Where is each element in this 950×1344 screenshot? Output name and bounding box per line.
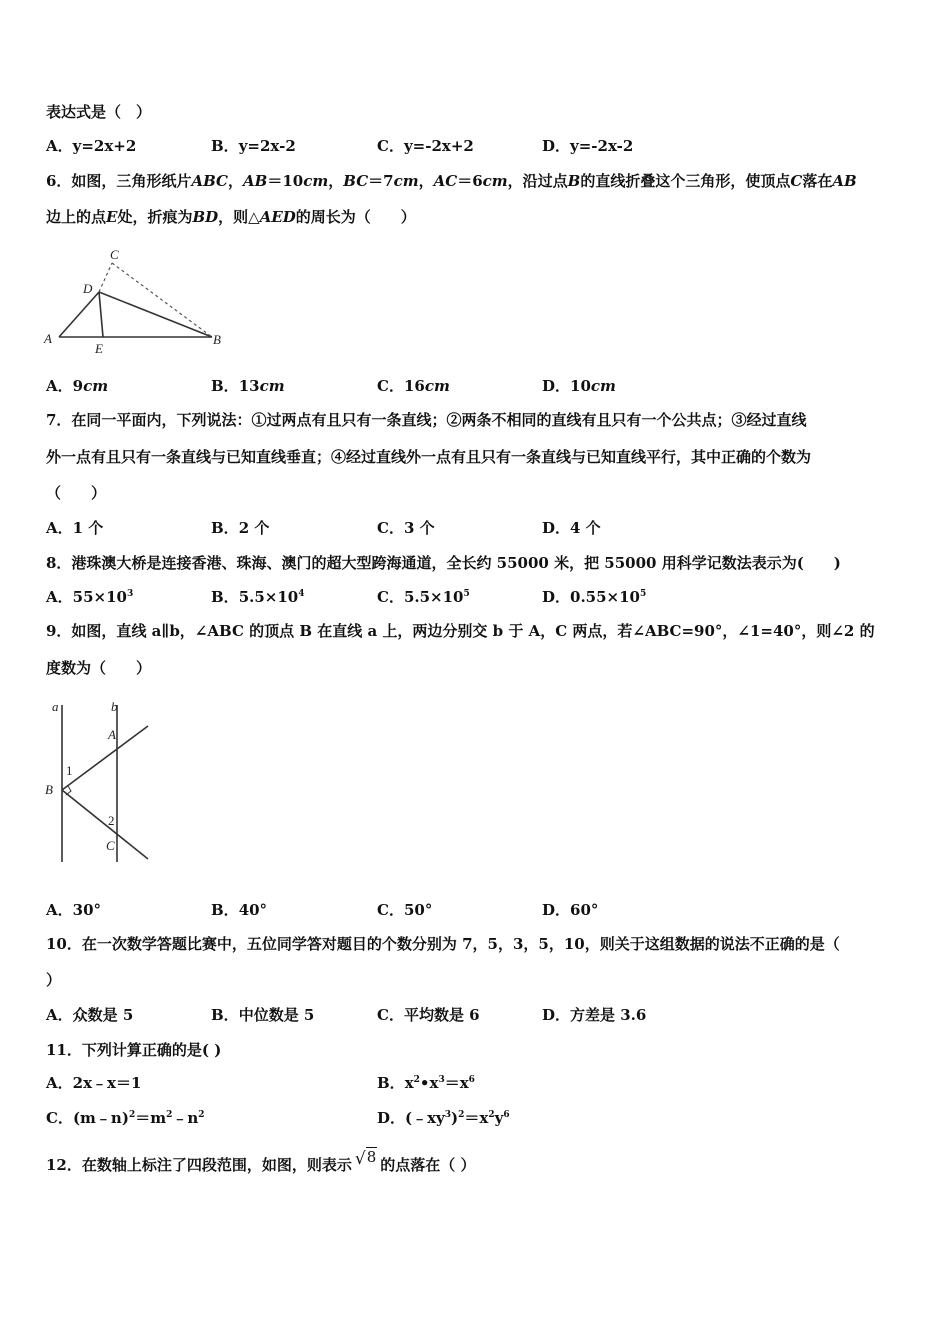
- q6-option-c[interactable]: C．16cm: [377, 377, 450, 395]
- q6-segment-de: [99, 292, 103, 337]
- q11-option-c[interactable]: C．$(m﹣n)^2=m^2﹣n^2$: [46, 1109, 205, 1127]
- q10-stem-line2: ）: [46, 971, 62, 989]
- q6-dashed-cb: [112, 263, 212, 337]
- q6-label-d: D: [83, 281, 93, 296]
- q6-segment-db: [99, 292, 212, 337]
- q9-ray-ba: [62, 726, 148, 790]
- q8-option-d[interactable]: D．$0.55\times 10^5$: [542, 588, 647, 606]
- q9-option-c[interactable]: C．50°: [377, 901, 433, 919]
- q10-option-d[interactable]: D．方差是 3.6: [542, 1006, 647, 1024]
- q8-stem: 8．港珠澳大桥是连接香港、珠海、澳门的超大型跨海通道，全长约 55000 米，把 55000 用科学记数法表示为( ): [46, 554, 841, 572]
- q9-ray-bc: [62, 790, 148, 859]
- q9-option-b[interactable]: B．40°: [211, 901, 268, 919]
- q7-option-a[interactable]: A．1 个: [46, 519, 104, 537]
- q6-label-a: A: [44, 331, 52, 346]
- q6-dashed-dc: [99, 263, 112, 292]
- q8-option-b[interactable]: B．$5.5\times 10^4$: [211, 588, 305, 606]
- q7-option-d[interactable]: D．4 个: [542, 519, 601, 537]
- q9-label-point-c: C: [106, 838, 115, 853]
- q9-stem-line2: 度数为（ ）: [46, 659, 152, 677]
- q9-label-point-a: A: [108, 727, 116, 742]
- q7-option-b[interactable]: B．2 个: [211, 519, 270, 537]
- q6-label-b: B: [213, 332, 221, 347]
- q11-stem: 11．下列计算正确的是( ): [46, 1041, 222, 1059]
- q9-label-angle-1: 1: [66, 763, 73, 778]
- q8-option-a[interactable]: A．$55\times 10^3$: [46, 588, 134, 606]
- q11-option-a[interactable]: A．2x﹣x＝1: [46, 1074, 142, 1092]
- q9-option-d[interactable]: D．60°: [542, 901, 599, 919]
- q5-option-d[interactable]: D．y=-2x-2: [542, 137, 634, 155]
- q10-option-a[interactable]: A．众数是 5: [46, 1006, 134, 1024]
- q6-option-b[interactable]: B．13cm: [211, 377, 285, 395]
- radical-sign-icon: √: [354, 1149, 366, 1169]
- q9-label-point-b: B: [45, 782, 53, 797]
- q7-option-c[interactable]: C．3 个: [377, 519, 435, 537]
- q9-label-b-line: b: [111, 699, 118, 714]
- q9-stem-line1: 9．如图，直线 a∥b，∠ABC 的顶点 B 在直线 a 上，两边分别交 b 于 A，C 两点，若∠ABC=90°，∠1=40°，则∠2 的: [46, 622, 875, 640]
- q5-stem-tail: 表达式是（ ）: [46, 103, 152, 121]
- q8-option-c[interactable]: C．$5.5\times 10^5$: [377, 588, 470, 606]
- q10-option-c[interactable]: C．平均数是 6: [377, 1006, 480, 1024]
- q5-option-c[interactable]: C．y=-2x+2: [377, 137, 474, 155]
- q9-parallel-lines-figure: [40, 695, 160, 880]
- q10-stem-line1: 10．在一次数学答题比赛中，五位同学答对题目的个数分别为 7，5，3，5，10，则关于这组数据的说法不正确的是（: [46, 935, 840, 953]
- q11-option-d[interactable]: D．$(﹣xy^3)^2=x^2y^6$: [377, 1109, 510, 1127]
- q6-stem-line1: 6．如图，三角形纸片ABC，AB＝10cm，BC＝7cm，AC＝6cm，沿过点B的直线折叠这个三角形，使顶点C落在AB: [46, 172, 857, 190]
- q6-stem-line2: 边上的点E处，折痕为BD，则△AED的周长为（ ）: [46, 208, 416, 226]
- q7-stem-line1: 7．在同一平面内，下列说法：①过两点有且只有一条直线；②两条不相同的直线有且只有一个公共点；③经过直线: [46, 411, 807, 429]
- q6-label-c: C: [110, 247, 119, 262]
- q6-segment-ad: [59, 292, 99, 337]
- q9-label-a-line: a: [52, 699, 59, 714]
- q9-label-angle-2: 2: [108, 813, 115, 828]
- q6-label-e: E: [95, 341, 103, 356]
- q10-option-b[interactable]: B．中位数是 5: [211, 1006, 315, 1024]
- q7-stem-line2: 外一点有且只有一条直线与已知直线垂直；④经过直线外一点有且只有一条直线与已知直线平行，其中正确的个数为: [46, 448, 812, 466]
- q5-option-a[interactable]: A．y=2x+2: [46, 137, 137, 155]
- q6-option-d[interactable]: D．10cm: [542, 377, 616, 395]
- sqrt-8-expression: √8: [354, 1148, 377, 1169]
- q9-option-a[interactable]: A．30°: [46, 901, 102, 919]
- q12-stem: 12．在数轴上标注了四段范围，如图，则表示 √8 的点落在（ ）: [46, 1148, 476, 1174]
- q11-option-b[interactable]: B．$x^2•x^3=x^6$: [377, 1074, 475, 1092]
- q5-option-b[interactable]: B．y=2x-2: [211, 137, 296, 155]
- q6-triangle-figure: [40, 243, 230, 358]
- q6-option-a[interactable]: A．9cm: [46, 377, 109, 395]
- q7-stem-line3: （ ）: [46, 484, 107, 502]
